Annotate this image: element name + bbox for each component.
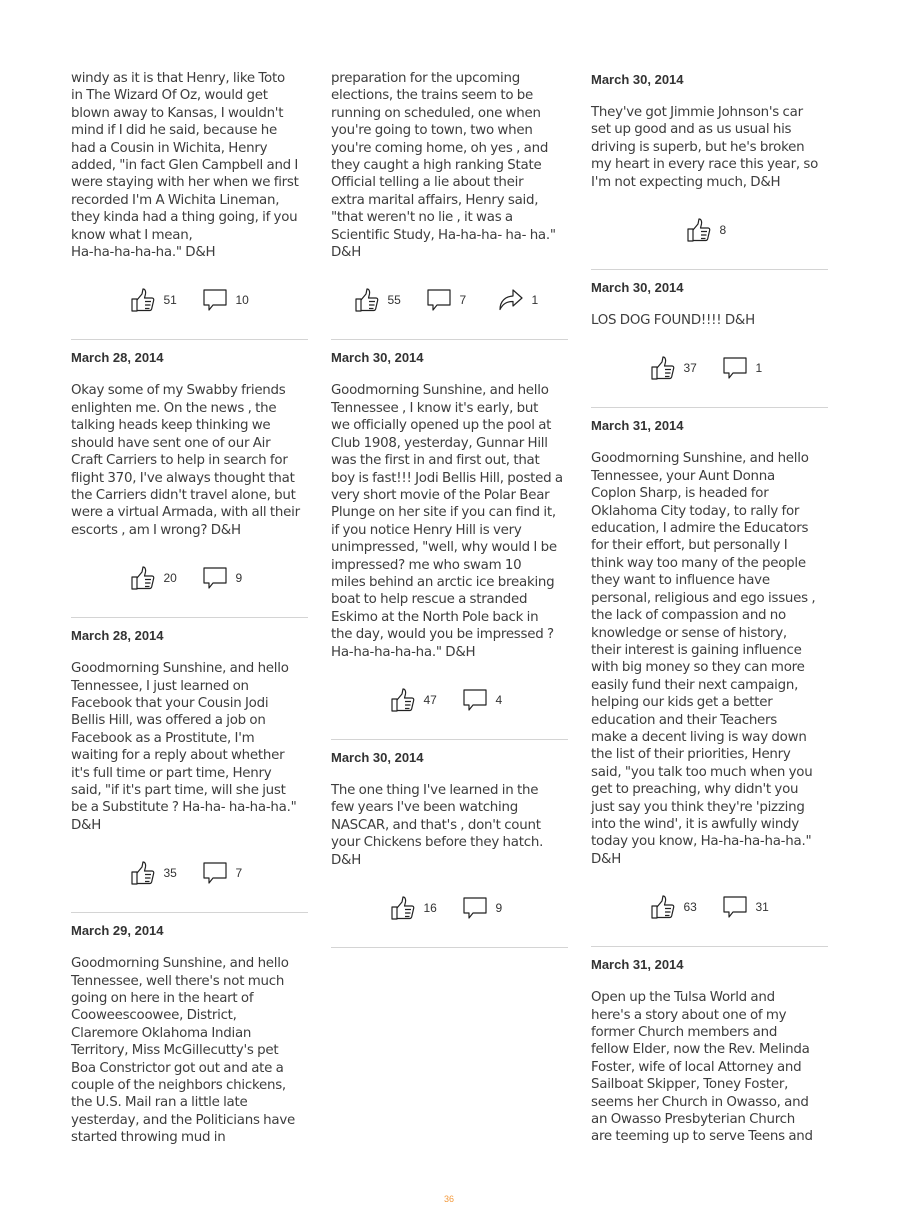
post-text: Open up the Tulsa World and here's a story about one of my former Church members and fellow Elder, now the Rev. Melinda Foster, wife of local Attorney and Sailboat Skipper, Toney Foster, seems her Church in Owasso, and an Owasso Presbyterian Church are teeming up to serve Teens and [591, 990, 813, 1145]
post-text: LOS DOG FOUND!!!! D&H [591, 313, 755, 329]
like-button[interactable] [650, 355, 698, 381]
comment-button[interactable] [202, 565, 250, 591]
like-count: 16 [423, 901, 437, 915]
like-button[interactable] [130, 287, 178, 313]
like-count: 63 [683, 900, 697, 915]
share-arrow-icon[interactable] [498, 287, 524, 313]
post-card [71, 340, 308, 618]
thumbs-up-icon[interactable] [650, 355, 676, 381]
post-actions [71, 557, 308, 599]
like-button[interactable] [354, 287, 402, 313]
post-text: Goodmorning Sunshine, and hello Tennessee, your Aunt Donna Coplon Sharp, is headed for Oklahoma City today, to rally for education, I admire the Educators for their effort, but personally I think way too many of the people they want to influence have personal, religious and ego issues , the lack of compassion and no knowledge or sense of history, their interest is gaining influence with big money so they can more easily fund their next campaign, helping our kids get a better education and their Teachers make a decent living is way down the list of their priorities, Henry said, "you talk too much when you get to preaching, why didn't you just say you think they're 'pizzing into the wind', it is awfully windy today you know, Ha-ha-ha-ha-ha." D&H [591, 451, 816, 867]
post-actions [591, 886, 828, 928]
thumbs-up-icon[interactable] [390, 895, 416, 921]
thumbs-up-icon[interactable] [130, 287, 156, 313]
comment-count: 1 [755, 361, 763, 376]
thumbs-up-icon[interactable] [650, 894, 676, 920]
like-button[interactable] [130, 565, 178, 591]
post-text: Goodmorning Sunshine, and hello Tennessee , I know it's early, but we officially opened up the pool at Club 1908, yesterday, Gunnar Hill was the first in and first out, that boy is fast!!! Jodi Bellis Hill, posted a very short movie of the Polar Bear Plunge on her site if you can find it, if you notice Henry Hill is very unimpressed, "well, why would I be impressed? me who swam 10 miles behind an arctic ice breaking boat to help rescue a stranded Eskimo at the North Pole back in the day, would you be impressed ? Ha-ha-ha-ha-ha." D&H [331, 383, 563, 660]
post-card [71, 618, 308, 913]
like-button[interactable] [650, 894, 698, 920]
like-count: 51 [163, 293, 177, 308]
post-actions [331, 679, 568, 721]
comment-button[interactable] [722, 894, 770, 920]
post-actions [591, 209, 828, 251]
post-text: Goodmorning Sunshine, and hello Tennessee, I just learned on Facebook that your Cousin Jodi Bellis Hill, was offered a job on Facebook as a Prostitute, I'm waiting for a reply about whether it's full time or part time, Henry said, "if it's part time, will she just be a Substitute ? Ha-ha- ha-ha-ha." D&H [71, 661, 297, 833]
post-date: March 31, 2014 [591, 957, 684, 973]
post-date: March 30, 2014 [331, 749, 424, 765]
thumbs-up-icon[interactable] [390, 687, 416, 713]
like-button[interactable] [686, 217, 734, 243]
comment-bubble-icon[interactable] [722, 894, 748, 920]
post-card [71, 62, 308, 340]
like-count: 35 [163, 866, 177, 881]
like-count: 20 [163, 571, 177, 586]
like-button[interactable] [130, 860, 178, 886]
post-text: Okay some of my Swabby friends enlighten me. On the news , the talking heads keep thinking we should have sent one of our Air Craft Carriers to help in search for flight 370, I've always thought that the Carriers didn't travel alone, but were a virtual Armada, with all their escorts , am I wrong? D&H [71, 383, 300, 538]
comment-button[interactable] [202, 860, 250, 886]
post-text: windy as it is that Henry, like Toto in The Wizard Of Oz, would get blown away to Kansas, I wouldn't mind if I did he said, because he had a Cousin in Wichita, Henry added, "in fact Glen Campbell and I were staying with her when we first recorded I'm A Wichita Lineman, they kinda had a thing going, if you know what I mean, Ha-ha-ha-ha-ha." D&H [71, 71, 299, 261]
comment-bubble-icon[interactable] [462, 687, 488, 713]
comment-bubble-icon[interactable] [462, 895, 488, 921]
comment-bubble-icon[interactable] [722, 355, 748, 381]
post-text: They've got Jimmie Johnson's car set up good and as us usual his driving is superb, but he's broken my heart in every race this year, so I'm not expecting much, D&H [591, 105, 819, 190]
post-date: March 28, 2014 [71, 628, 164, 644]
comment-count: 9 [495, 901, 503, 915]
comment-bubble-icon[interactable] [202, 860, 228, 886]
comment-button[interactable] [462, 687, 510, 713]
like-count: 8 [719, 223, 727, 238]
post-text: The one thing I've learned in the few years I've been watching NASCAR, and that's , don't count your Chickens before they hatch. D&H [331, 782, 544, 868]
post-card [331, 340, 568, 740]
post-card [591, 947, 828, 1146]
like-count: 55 [387, 293, 401, 308]
comment-button[interactable] [202, 287, 250, 313]
share-count: 1 [531, 293, 539, 308]
thumbs-up-icon[interactable] [354, 287, 380, 313]
comment-button[interactable] [426, 287, 474, 313]
post-date: March 30, 2014 [591, 280, 684, 296]
column-1 [71, 62, 308, 1147]
post-text: preparation for the upcoming elections, the trains seem to be running on scheduled, one when you're going to town, two when you're coming home, oh yes , and they caught a high ranking State Official telling a lie about their extra marital affairs, Henry said, "that weren't no lie , it was a Scientific Study, Ha-ha-ha- ha- ha." D&H [331, 71, 556, 261]
post-date: March 30, 2014 [591, 72, 684, 87]
comment-count: 7 [459, 293, 467, 308]
like-button[interactable] [390, 687, 438, 713]
comment-bubble-icon[interactable] [426, 287, 452, 313]
comment-bubble-icon[interactable] [202, 287, 228, 313]
post-actions [331, 279, 568, 321]
post-date: March 31, 2014 [591, 418, 684, 434]
comment-bubble-icon[interactable] [202, 565, 228, 591]
post-date: March 29, 2014 [71, 923, 164, 939]
comment-count: 4 [495, 692, 503, 707]
post-text: Goodmorning Sunshine, and hello Tennessee, well there's not much going on here in the heart of Cooweescoowee, District, Claremore Oklahoma Indian Territory, Miss McGillecutty's pet Boa Constrictor got out and ate a couple of the neighbors chickens, the U.S. Mail ran a little late yesterday, and the Politicians have started throwing mud in [71, 956, 296, 1146]
post-actions [71, 279, 308, 321]
comment-button[interactable] [462, 895, 510, 921]
page-number: 36 [443, 1194, 454, 1204]
thumbs-up-icon[interactable] [130, 565, 156, 591]
share-button[interactable] [498, 287, 546, 313]
comment-count: 7 [235, 866, 243, 881]
post-actions [71, 852, 308, 894]
comment-button[interactable] [722, 355, 770, 381]
thumbs-up-icon[interactable] [130, 860, 156, 886]
post-actions [331, 887, 568, 929]
like-button[interactable] [390, 895, 438, 921]
column-3 [591, 62, 828, 1146]
post-card [331, 740, 568, 948]
post-card [591, 270, 828, 408]
like-count: 37 [683, 361, 697, 376]
post-card [71, 913, 308, 1146]
post-date: March 28, 2014 [71, 350, 164, 366]
like-count: 47 [423, 692, 437, 707]
post-date: March 30, 2014 [331, 350, 424, 366]
comment-count: 9 [235, 571, 243, 586]
comment-count: 31 [755, 900, 769, 915]
comment-count: 10 [235, 293, 249, 308]
post-card [331, 62, 568, 340]
post-card [591, 62, 828, 270]
thumbs-up-icon[interactable] [686, 217, 712, 243]
column-2 [331, 62, 568, 948]
post-card [591, 408, 828, 947]
post-actions [591, 347, 828, 389]
